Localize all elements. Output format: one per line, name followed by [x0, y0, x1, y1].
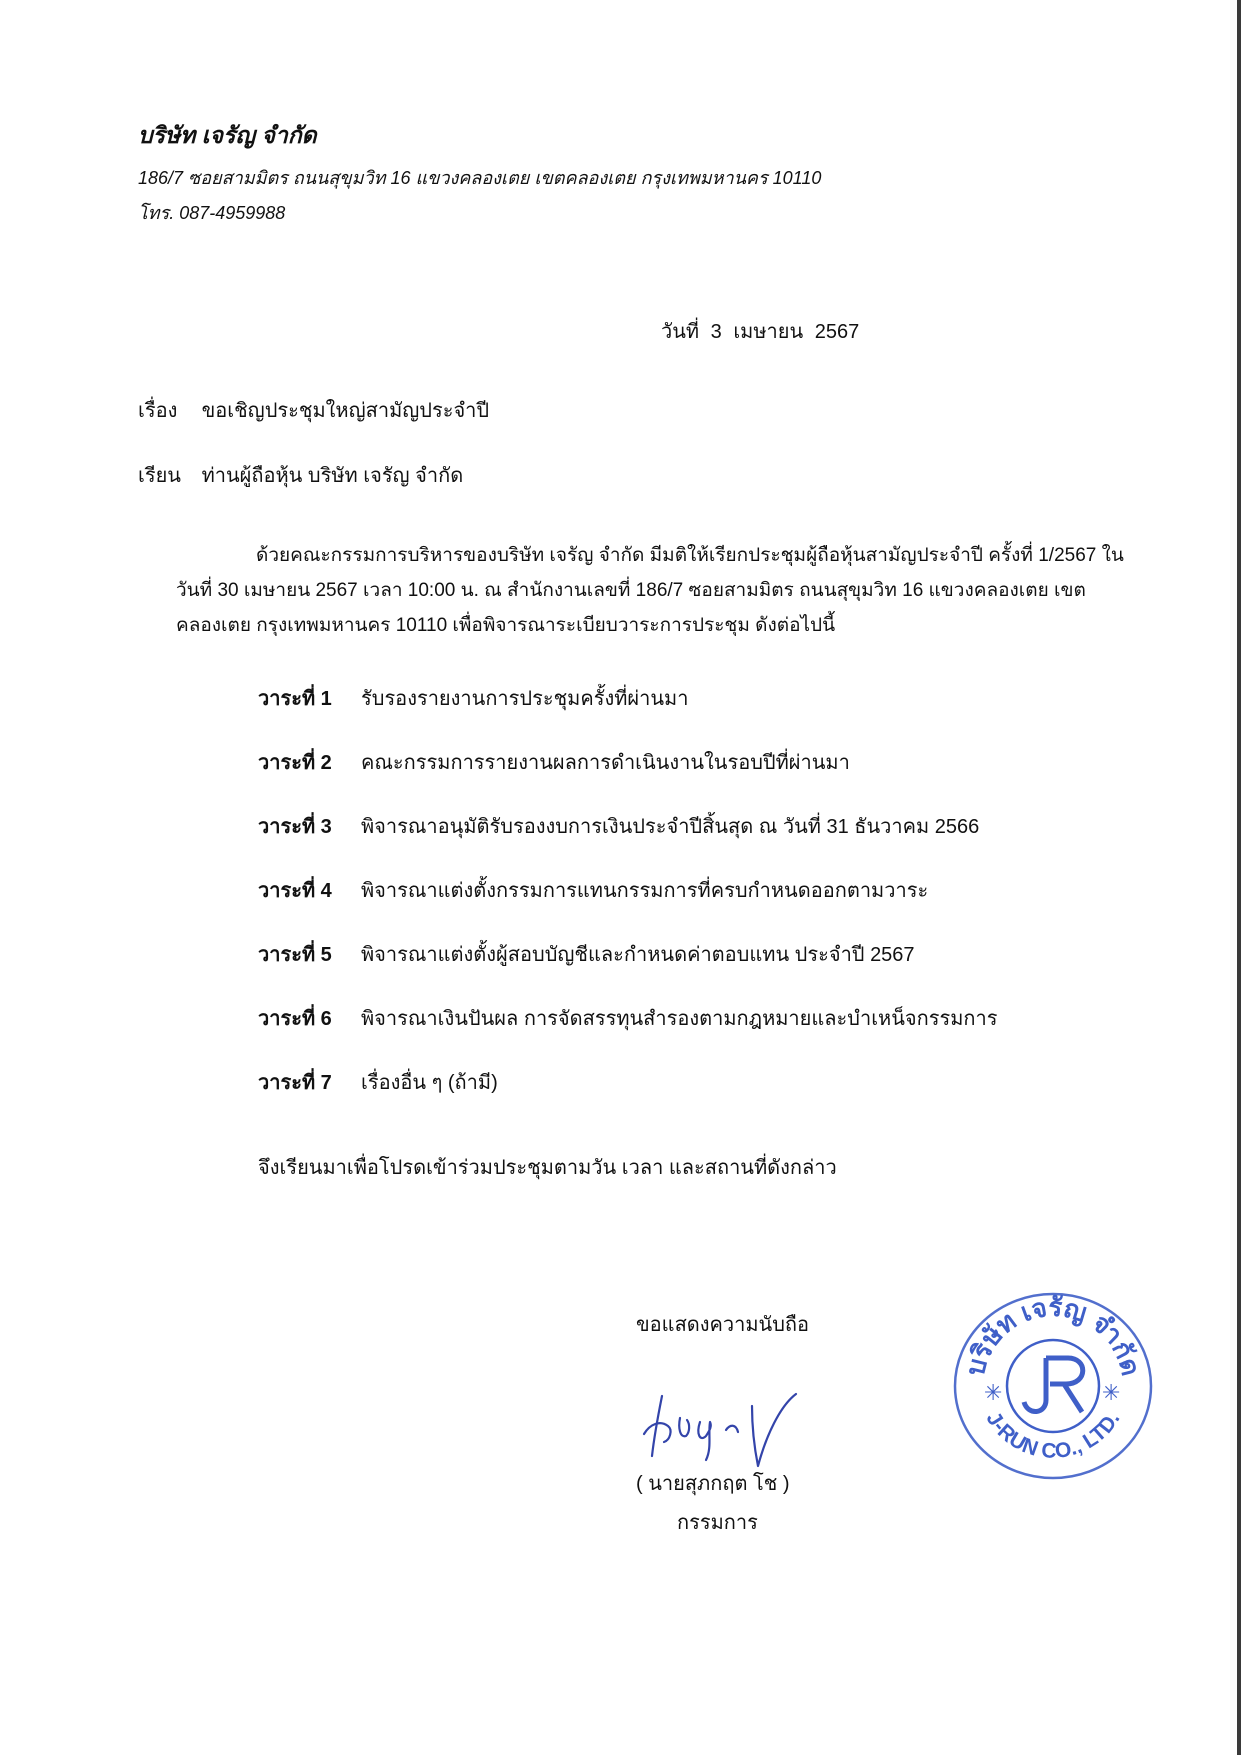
agenda-text: เรื่องอื่น ๆ (ถ้ามี) [361, 1072, 498, 1094]
agenda-label: วาระที่ 4 [258, 880, 332, 902]
agenda-text: พิจารณาแต่งตั้งผู้สอบบัญชีและกำหนดค่าตอบแทน ประจำปี 2567 [361, 944, 915, 966]
agenda-text: รับรองรายงานการประชุมครั้งที่ผ่านมา [361, 688, 689, 710]
agenda-label: วาระที่ 5 [258, 944, 332, 966]
agenda-label: วาระที่ 6 [258, 1008, 332, 1030]
agenda-item [258, 1002, 1118, 1066]
company-address: 186/7 ซอยสามมิตร ถนนสุขุมวิท 16 แขวงคลองเตย เขตคลองเตย กรุงเทพมหานคร 10110 [138, 168, 822, 188]
closing-sentence: จึงเรียนมาเพื่อโปรดเข้าร่วมประชุมตามวัน เวลา และสถานที่ดังกล่าว [258, 1157, 837, 1179]
agenda-text: คณะกรรมการรายงานผลการดำเนินงานในรอบปีที่ผ่านมา [361, 752, 850, 774]
agenda-label: วาระที่ 7 [258, 1072, 332, 1094]
agenda-item [258, 746, 1118, 810]
agenda-label: วาระที่ 3 [258, 816, 332, 838]
letter-date: วันที่ 3 เมษายน 2567 [661, 321, 860, 343]
subject-text: ขอเชิญประชุมใหญ่สามัญประจำปี [201, 400, 490, 422]
agenda-label: วาระที่ 1 [258, 688, 332, 710]
agenda-text: พิจารณาเงินปันผล การจัดสรรทุนสำรองตามกฎหมายและบำเหน็จกรรมการ [361, 1008, 998, 1030]
agenda-text: พิจารณาอนุมัติรับรองงบการเงินประจำปีสิ้นสุด ณ วันที่ 31 ธันวาคม 2566 [361, 816, 980, 838]
agenda-item [258, 874, 1118, 938]
subject-line [138, 394, 489, 426]
agenda-list [258, 682, 1118, 1130]
stamp-star-right-icon: ✳ [1102, 1381, 1121, 1406]
subject-label: เรื่อง [138, 400, 178, 422]
stamp-letter-j [1024, 1358, 1046, 1412]
recipient-text: ท่านผู้ถือหุ้น บริษัท เจรัญ จำกัด [201, 465, 464, 487]
agenda-item [258, 682, 1118, 746]
recipient-label: เรียน [138, 465, 181, 487]
stamp-english-text: J-RUN CO., LTD. [981, 1407, 1125, 1464]
stamp-letter-r [1046, 1358, 1083, 1412]
recipient-line [138, 459, 463, 491]
stamp-star-left-icon: ✳ [984, 1381, 1003, 1406]
company-stamp [950, 1288, 1156, 1484]
agenda-item [258, 810, 1118, 874]
agenda-item [258, 938, 1118, 1002]
stamp-thai-text: บริษัท เจรัญ จำกัด [959, 1291, 1147, 1379]
signer-title: กรรมการ [677, 1512, 758, 1534]
body-paragraph: ด้วยคณะกรรมการบริหารของบริษัท เจรัญ จำกัด มีมติให้เรียกประชุมผู้ถือหุ้นสามัญประจำปี ครั้งที่ 1/2567 ในวันที่ 30 เมษายน 2567 เวลา 10:00 น. ณ สำนักงานเลขที่ 186/7 ซอยสามมิตร ถนนสุขุมวิท 16 แขวงคลองเตย เขตคลองเตย กรุงเทพมหานคร 10110 เพื่อพิจารณาระเบียบวาระการประชุม ดังต่อไปนี้ [176, 545, 1124, 636]
signer-name: ( นายสุภกฤต โช ) [636, 1473, 790, 1495]
agenda-text: พิจารณาแต่งตั้งกรรมการแทนกรรมการที่ครบกำหนดออกตามวาระ [361, 880, 929, 902]
company-phone: โทร. 087-4959988 [138, 203, 286, 223]
handwritten-signature [640, 1386, 800, 1476]
agenda-label: วาระที่ 2 [258, 752, 332, 774]
regards-text: ขอแสดงความนับถือ [636, 1314, 810, 1336]
agenda-item [258, 1066, 1118, 1130]
page-edge [1237, 0, 1241, 1755]
company-name: บริษัท เจรัญ จำกัด [138, 122, 317, 148]
